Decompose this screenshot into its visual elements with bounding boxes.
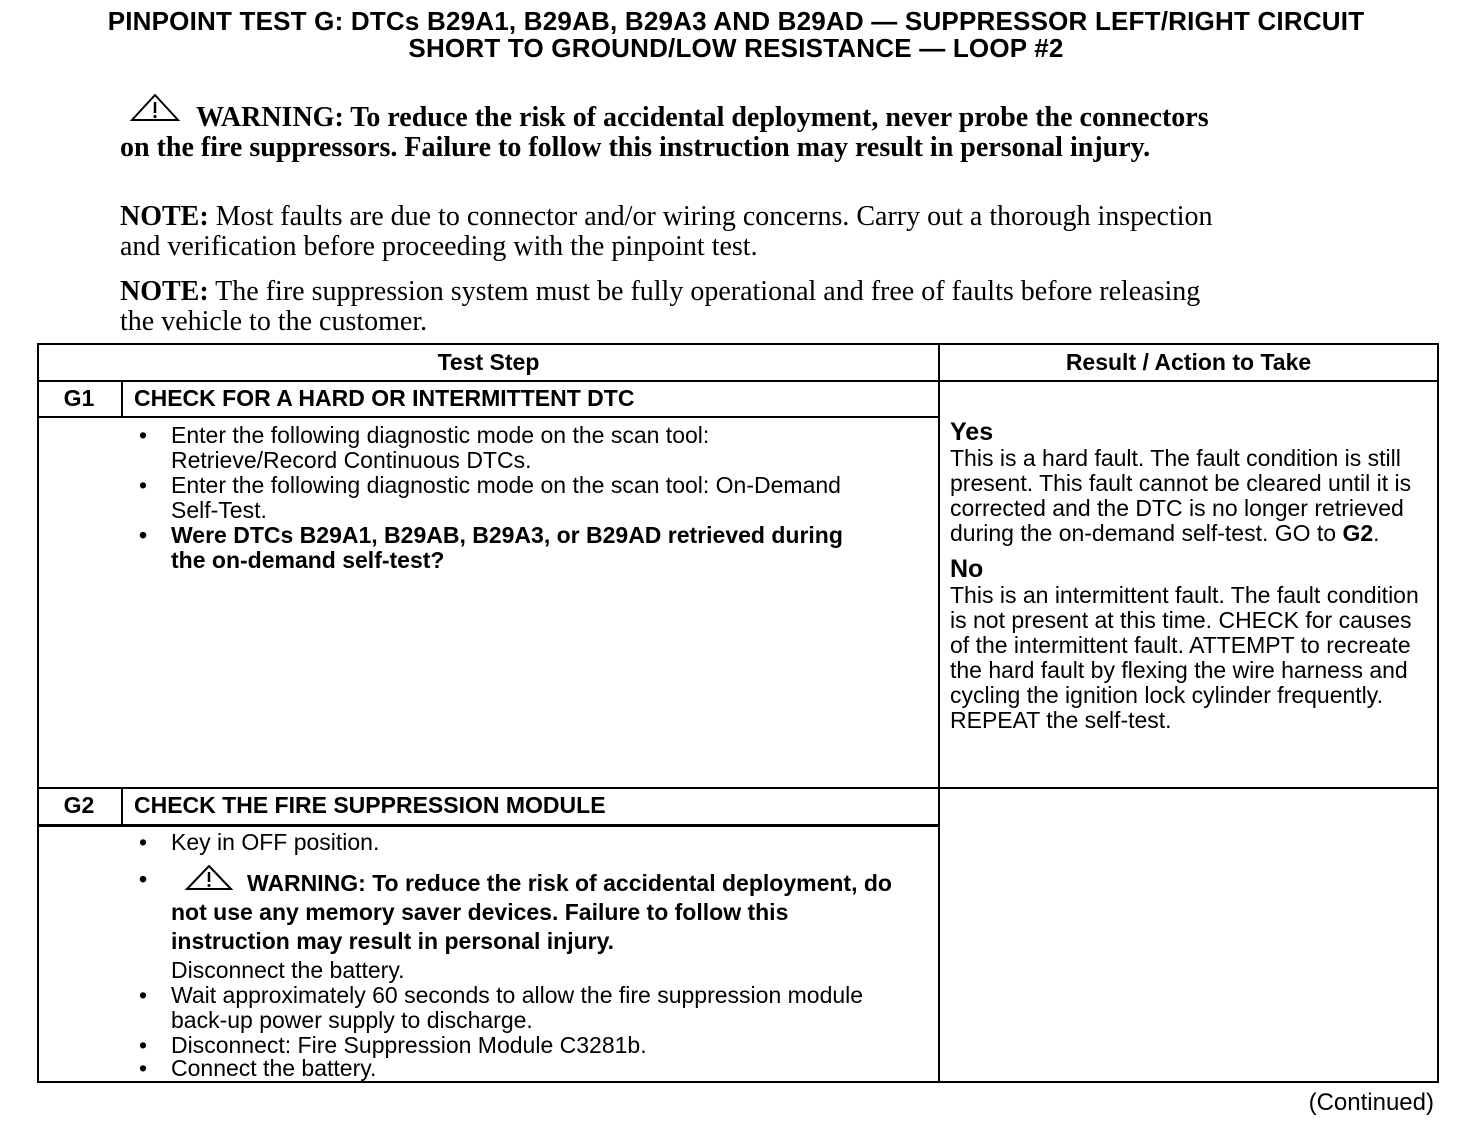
g1-results	[950, 419, 1435, 733]
continued-label: (Continued)	[1308, 1089, 1434, 1116]
note-2	[120, 277, 1230, 337]
warning-text: WARNING: To reduce the risk of accidental deployment, never probe the connectors on the fire suppressors. Failure to follow this instruction may result in personal injury.	[120, 102, 1209, 163]
goto-g2-link[interactable]: G2	[1342, 520, 1374, 546]
result-no	[950, 556, 1435, 733]
bullet-icon: •	[138, 522, 148, 548]
g1-instructions	[133, 423, 853, 573]
note-1-text: Most faults are due to connector and/or wiring concerns. Carry out a thorough inspection and verification before proceeding with the pinpoint test.	[120, 201, 1213, 262]
header-result: Result / Action to Take	[1065, 349, 1312, 375]
warning-triangle-icon	[130, 94, 180, 122]
list-item: • Wait approximately 60 seconds to allow the fire suppression module back-up power supply to discharge.	[133, 983, 913, 1033]
result-no-label: No	[950, 555, 984, 583]
g2-id-divider	[121, 787, 123, 826]
bullet-icon: •	[138, 1032, 148, 1058]
g2-instructions	[133, 829, 913, 1081]
column-divider	[938, 345, 940, 1081]
result-yes-label: Yes	[950, 418, 994, 446]
list-item: • Enter the following diagnostic mode on the scan tool: On-Demand Self-Test.	[133, 473, 853, 523]
step-title-g1: CHECK FOR A HARD OR INTERMITTENT DTC	[134, 385, 635, 411]
page-title	[0, 8, 1472, 62]
g1-id-divider	[121, 380, 123, 418]
bullet-icon: •	[138, 982, 148, 1008]
note-2-label: NOTE:	[120, 276, 209, 307]
bullet-icon: •	[138, 866, 148, 892]
warning-paragraph	[120, 94, 1230, 163]
bullet-icon: •	[138, 1055, 148, 1081]
step-id-g2: G2	[63, 792, 95, 818]
header-test-step: Test Step	[437, 349, 540, 375]
bullet-icon: •	[138, 472, 148, 498]
list-item-warning: • WARNING: To reduce the risk of accidental deployment, do not use any memory saver devices. Failure to follow this instruction may result in personal injury.	[133, 865, 901, 956]
list-item: • Key in OFF position.	[133, 830, 913, 855]
list-item: • Enter the following diagnostic mode on the scan tool: Retrieve/Record Continuous DTCs.	[133, 423, 853, 473]
header-divider	[39, 380, 1437, 382]
bullet-icon: •	[138, 422, 148, 448]
list-item: • Disconnect: Fire Suppression Module C3281b.	[133, 1033, 913, 1058]
pinpoint-test-table	[37, 343, 1439, 1083]
result-yes-text: This is a hard fault. The fault condition is still present. This fault cannot be cleared until it is corrected and the DTC is no longer retrieved during the on-demand self-test. GO to	[950, 445, 1412, 546]
result-yes: Yes This is a hard fault. The fault condition is still present. This fault cannot be cleared until it is corrected and the DTC is no longer retrieved during the on-demand self-test. GO to G2.	[950, 419, 1435, 546]
g2-title-divider	[39, 824, 939, 827]
title-line-1: PINPOINT TEST G: DTCs B29A1, B29AB, B29A3 AND B29AD — SUPPRESSOR LEFT/RIGHT CIRCUIT	[107, 6, 1365, 36]
note-2-text: The fire suppression system must be fully operational and free of faults before releasing the vehicle to the customer.	[120, 276, 1201, 337]
g1-title-divider	[39, 416, 939, 418]
note-1-label: NOTE:	[120, 201, 209, 232]
step-id-g1: G1	[63, 385, 95, 411]
note-1	[120, 202, 1230, 262]
list-item: Disconnect the battery.	[171, 957, 405, 983]
g1-g2-divider	[39, 787, 1437, 789]
warning-triangle-icon	[185, 865, 233, 891]
list-item: • Were DTCs B29A1, B29AB, B29A3, or B29AD retrieved during the on-demand self-test?	[133, 523, 851, 573]
step-title-g2: CHECK THE FIRE SUPPRESSION MODULE	[134, 792, 606, 818]
result-no-text: This is an intermittent fault. The fault condition is not present at this time. CHECK for causes of the intermittent fault. ATTEMPT to recreate the hard fault by flexing the wire harness and cycling the ignition lock cylinder frequently. REPEAT the self-test.	[950, 582, 1419, 733]
title-line-2: SHORT TO GROUND/LOW RESISTANCE — LOOP #2	[408, 33, 1064, 63]
list-item: • Connect the battery.	[133, 1058, 913, 1078]
bullet-icon: •	[138, 829, 148, 855]
